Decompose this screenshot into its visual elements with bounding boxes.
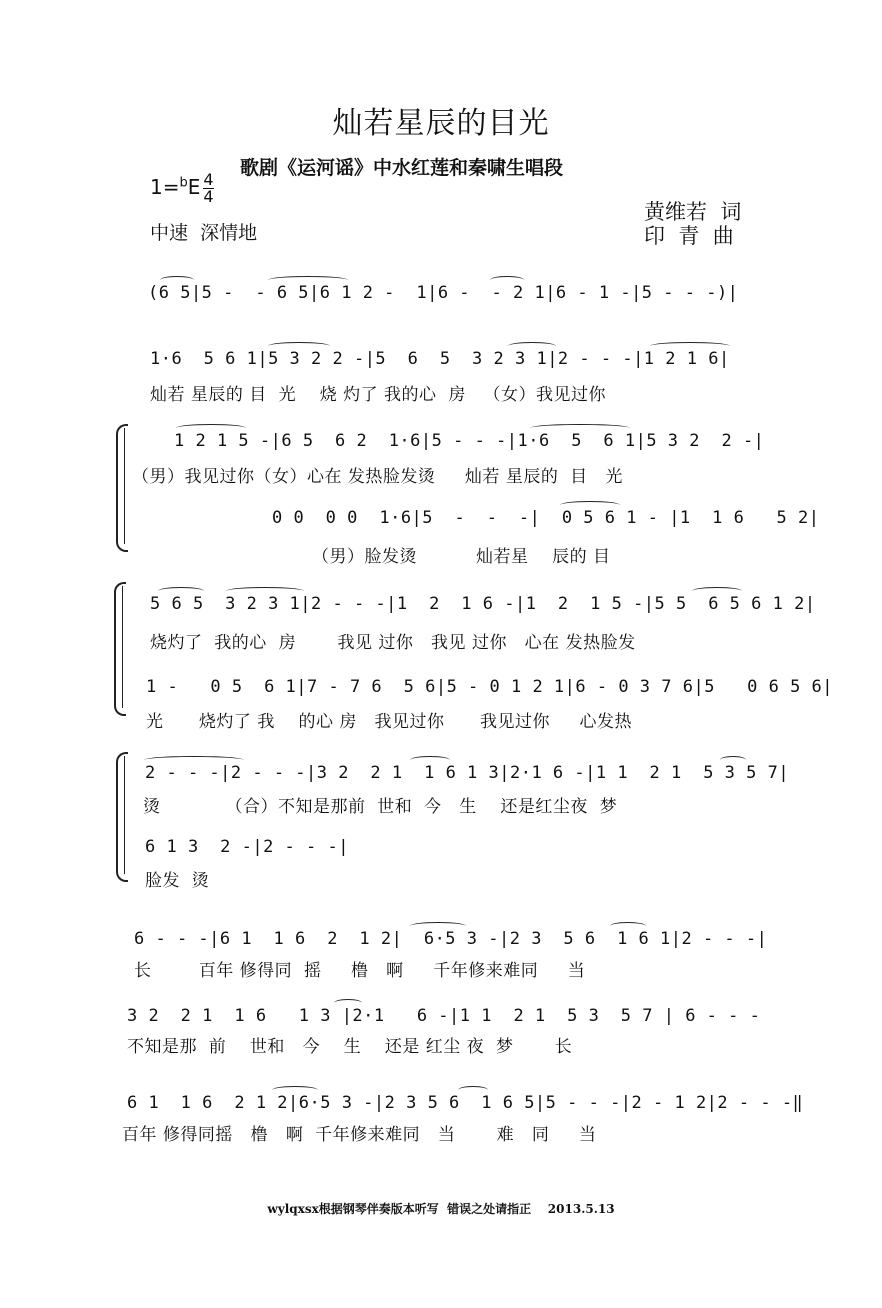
- slur-arc: [410, 756, 450, 764]
- lyric-row: 光 烧灼了 我 的心 房 我见过你 我见过你 心发热: [146, 712, 632, 732]
- system-bracket-line: [124, 756, 125, 874]
- notation-row: 1 2 1 5 -|6 5 6 2 1·6|5 - - -|1·6 5 6 1|5 3 2 2 -|: [174, 431, 765, 451]
- notation-row: 0 0 0 0 1·6|5 - - -| 0 5 6 1 - |1 1 6 5 2|: [272, 508, 820, 528]
- lyric-row: 灿若 星辰的 目 光 烧 灼了 我的心 房 （女）我见过你: [150, 385, 607, 405]
- lyric-row: 烫 （合）不知是那前 世和 今 生 还是红尘夜 梦: [143, 797, 618, 817]
- tempo-marking: 中速 深情地: [150, 222, 258, 244]
- slur-arc: [272, 1086, 318, 1094]
- song-title: 灿若星辰的目光: [332, 106, 550, 141]
- time-bottom: 4: [203, 187, 214, 206]
- lyric-row: 不知是那 前 世和 今 生 还是 红尘 夜 梦 长: [127, 1037, 573, 1057]
- lyric-row: （男）脸发烫 灿若星 辰的 目: [312, 547, 611, 567]
- slur-arc: [458, 1086, 488, 1094]
- key-signature: [150, 172, 214, 205]
- slur-arc: [144, 756, 244, 764]
- notation-row: 6 - - -|6 1 1 6 2 1 2| 6·5 3 -|2 3 5 6 1 6 1|2 - - -|: [134, 929, 768, 949]
- notation-row: 6 1 1 6 2 1 2|6·5 3 -|2 3 5 6 1 6 5|5 - - -|2 - 1 2|2 - - -‖: [127, 1093, 804, 1113]
- notation-row: 1 - 0 5 6 1|7 - 7 6 5 6|5 - 0 1 2 1|6 - 0 3 7 6|5 0 6 5 6|: [146, 677, 834, 697]
- slur-arc: [610, 922, 646, 930]
- system-bracket: [114, 582, 126, 716]
- slur-arc: [334, 999, 362, 1007]
- notation-row: 2 - - -|2 - - -|3 2 2 1 1 6 1 3|2·1 6 -|1 1 2 1 5 3 5 7|: [145, 763, 790, 783]
- song-subtitle: 歌剧《运河谣》中水红莲和秦啸生唱段: [240, 157, 564, 179]
- system-bracket: [116, 424, 128, 552]
- lyric-row: 烧灼了 我的心 房 我见 过你 我见 过你 心在 发热脸发: [150, 633, 636, 653]
- time-top: 4: [203, 170, 214, 189]
- lyric-row: 百年 修得同摇 橹 啊 千年修来难同 当 难 同 当: [122, 1125, 597, 1145]
- notation-row: 1·6 5 6 1|5 3 2 2 -|5 6 5 3 2 3 1|2 - - -|1 2 1 6|: [150, 349, 730, 369]
- system-bracket: [116, 752, 128, 882]
- slur-arc: [226, 587, 304, 595]
- system-bracket-line: [124, 428, 125, 544]
- notation-row: 5 6 5 3 2 3 1|2 - - -|1 2 1 6 -|1 2 1 5 -|5 5 6 5 6 1 2|: [150, 594, 816, 614]
- key-note: E: [187, 175, 201, 199]
- footer-note: wylqxsx根据钢琴伴奏版本听写 错误之处请指正 2013.5.13: [267, 1202, 615, 1216]
- notation-row: 3 2 2 1 1 6 1 3 |2·1 6 -|1 1 2 1 5 3 5 7 | 6 - - -: [127, 1006, 761, 1026]
- notation-row: (6 5|5 - - 6 5|6 1 2 - 1|6 - - 2 1|6 - 1 -|5 - - -)|: [148, 283, 739, 303]
- lyric-row: 长 百年 修得同 摇 橹 啊 千年修来难同 当: [134, 961, 586, 981]
- key-prefix: 1=: [150, 175, 180, 199]
- slur-arc: [692, 587, 742, 595]
- key-flat: b: [179, 175, 188, 191]
- slur-arc: [160, 276, 194, 284]
- slur-arc: [530, 424, 630, 432]
- slur-arc: [268, 342, 330, 350]
- slur-arc: [410, 922, 466, 930]
- lyric-row: （男）我见过你（女）心在 发热脸发烫 灿若 星辰的 目 光: [132, 467, 623, 487]
- time-signature: [203, 172, 213, 205]
- slur-arc: [560, 501, 620, 509]
- lyricist-credit: 黄维若 词: [644, 200, 742, 224]
- slur-arc: [508, 342, 556, 350]
- lyric-row: 脸发 烫: [145, 871, 210, 891]
- system-bracket-line: [122, 586, 123, 708]
- slur-arc: [268, 276, 348, 284]
- slur-arc: [176, 424, 246, 432]
- composer-credit: 印 青 曲: [644, 224, 734, 248]
- slur-arc: [720, 756, 746, 764]
- slur-arc: [158, 587, 204, 595]
- slur-arc: [650, 342, 730, 350]
- slur-arc: [490, 276, 524, 284]
- notation-row: 6 1 3 2 -|2 - - -|: [145, 837, 349, 857]
